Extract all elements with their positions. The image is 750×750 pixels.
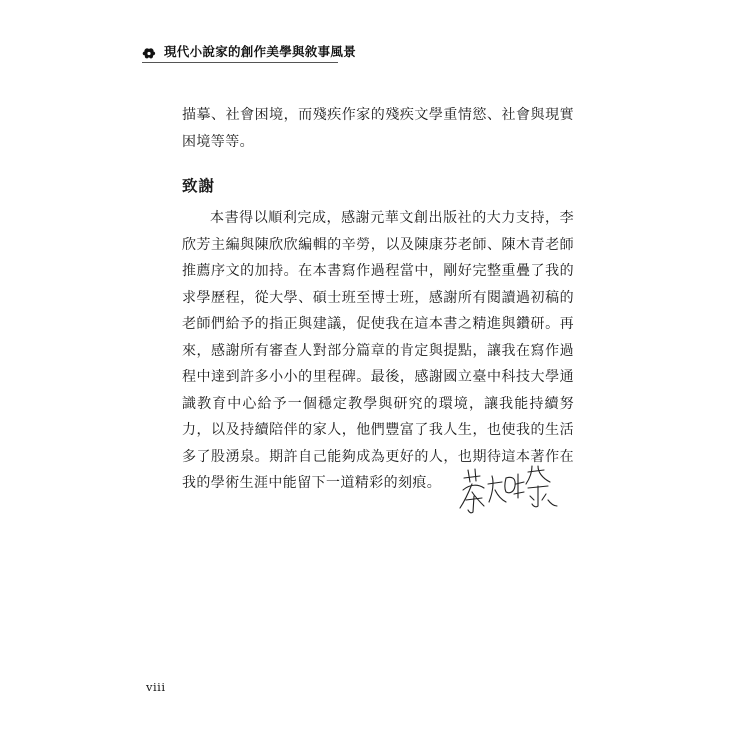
running-header-title: 現代小說家的創作美學與敘事風景 bbox=[164, 44, 357, 59]
running-header bbox=[142, 42, 356, 60]
author-signature bbox=[458, 462, 558, 516]
acknowledgement-paragraph: 本書得以順利完成，感謝元華文創出版社的大力支持，李欣芳主編與陳欣欣編輯的辛勞，以及陳康芬老師、陳木青老師推薦序文的加持。在本書寫作過程當中，剛好完整重疊了我的求學歷程，從大學、碩士班至博士班，感謝所有閱讀過初稿的老師們給予的指正與建議，促使我在這本書之精進與鑽研。再來，感謝所有審查人對部分篇章的肯定與提點，讓我在寫作過程中達到許多小小的里程碑。最後，感謝國立臺中科技大學通識教育中心給予一個穩定教學與研究的環境，讓我能持續努力，以及持續陪伴的家人，他們豐富了我人生，也使我的生活多了股湧泉。期許自己能夠成為更好的人，也期待這本著作在我的學術生涯中能留下一道精彩的刻痕。 bbox=[182, 210, 574, 491]
section-heading: 致謝 bbox=[182, 176, 216, 195]
continuation-paragraph: 描摹、社會困境，而殘疾作家的殘疾文學重情慾、社會與現實困境等等。 bbox=[182, 107, 574, 150]
flower-ornament-icon bbox=[142, 45, 156, 57]
page-number: viii bbox=[146, 680, 166, 694]
header-rule bbox=[142, 62, 338, 63]
